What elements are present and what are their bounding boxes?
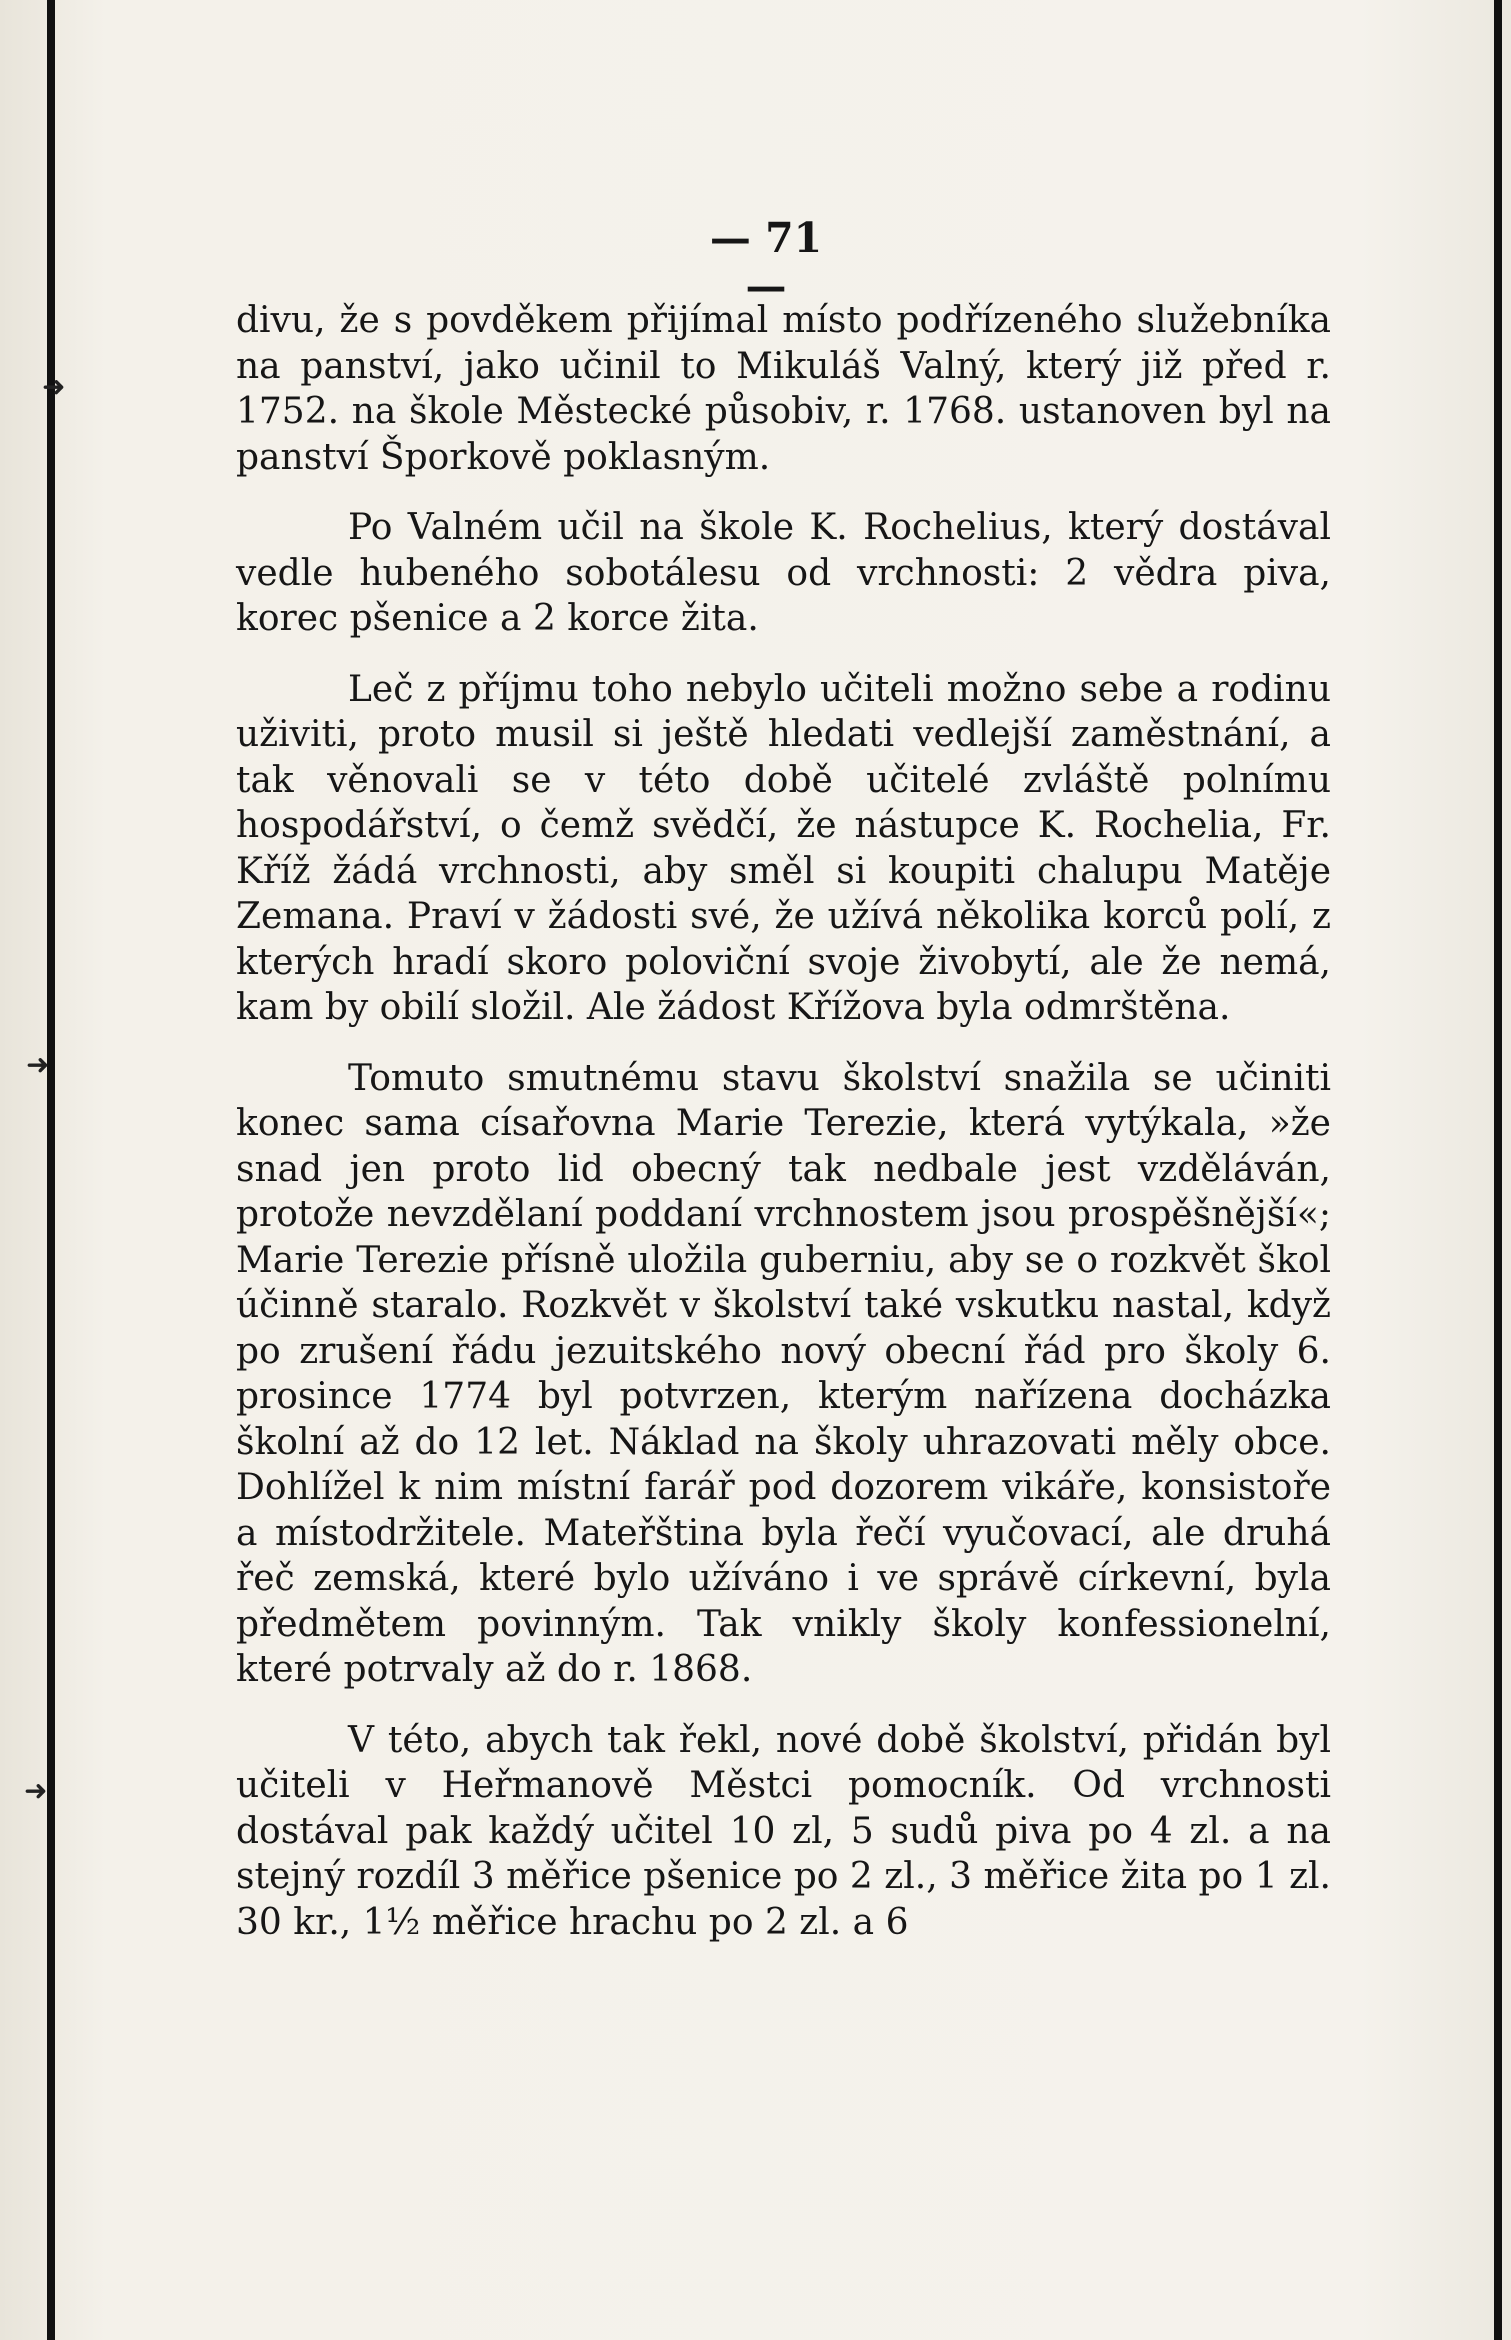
paragraph-1: divu, že s povděkem přijímal místo podřízeného služebníka na panství, jako učinil to Mikuláš Valný, který již před r. 1752. na škole Městecké působiv, r. 1768. ustanoven byl na panství Šporkově poklasným. bbox=[236, 300, 1331, 478]
page-number: — 71 — bbox=[709, 214, 823, 310]
margin-arrow-icon: ➜ bbox=[42, 370, 66, 403]
paragraph-3: Leč z příjmu toho nebylo učiteli možno sebe a rodinu uživiti, proto musil si ještě hledati vedlejší zaměstnání, a tak věnovali se v této době učitelé zvláště polnímu hospodářství, o čemž svědčí, že nástupce K. Rochelia, Fr. Kříž žádá vrchnosti, aby směl si koupiti chalupu Matěje Zemana. Praví v žádosti své, že užívá několika korců polí, z kterých hradí skoro poloviční svoje živobytí, ale že nemá, kam by obilí složil. Ale žádost Křížova byla odmrštěna. bbox=[236, 668, 1331, 1028]
margin-arrow-icon: ➜ bbox=[24, 1774, 48, 1807]
main-text bbox=[236, 298, 1331, 1970]
paragraph-4: Tomuto smutnému stavu školství snažila se učiniti konec sama císařovna Marie Terezie, která vytýkala, »že snad jen proto lid obecný tak nedbale jest vzděláván, protože nevzdělaní poddaní vrchnostem jsou prospěšnější«; Marie Terezie přísně uložila guberniu, aby se o rozkvět škol účinně staralo. Rozkvět v školství také vskutku nastal, když po zrušení řádu jezuitského nový obecní řád pro školy 6. prosince 1774 byl potvrzen, kterým nařízena docházka školní až do 12 let. Náklad na školy uhrazovati měly obce. Dohlížel k nim místní farář pod dozorem vikáře, konsistoře a místodržitele. Mateřština byla řečí vyučovací, ale druhá řeč zemská, které bylo užíváno i ve správě církevní, byla předmětem povinným. Tak vnikly školy konfessionelní, které potrvaly až do r. 1868. bbox=[236, 1057, 1331, 1690]
paragraph-5: V této, abych tak řekl, nové době školství, přidán byl učiteli v Heřmanově Městci pomocník. Od vrchnosti dostával pak každý učitel 10 zl, 5 sudů piva po 4 zl. a na stejný rozdíl 3 měřice pšenice po 2 zl., 3 měřice žita po 1 zl. 30 kr., 1½ měřice hrachu po 2 zl. a 6 bbox=[236, 1719, 1331, 1943]
margin-arrow-icon: ➜ bbox=[26, 1048, 50, 1081]
right-page-edge-line bbox=[1494, 0, 1502, 2340]
paragraph-2: Po Valném učil na škole K. Rochelius, který dostával vedle hubeného sobotálesu od vrchnosti: 2 vědra piva, korec pšenice a 2 korce žita. bbox=[236, 507, 1331, 639]
left-page-edge-line bbox=[47, 0, 55, 2340]
